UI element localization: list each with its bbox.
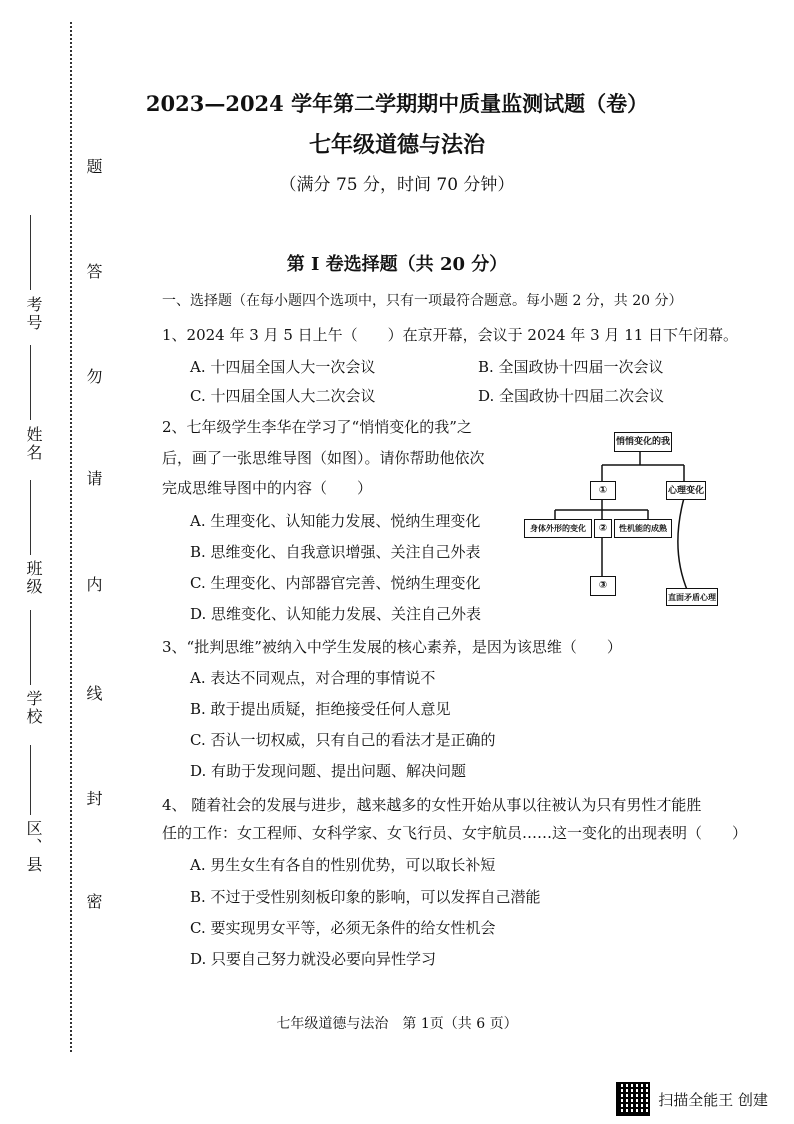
question-4-stem: 任的工作：女工程师、女科学家、女飞行员、女宇航员……这一变化的出现表明（ ） [162, 824, 748, 842]
exam-meta: （满分 75 分，时间 70 分钟） [279, 175, 515, 195]
margin-underline [30, 745, 31, 815]
mind-map-node-psych: 心理变化 [666, 481, 706, 500]
question-4-option-a: A. 男生女生有各自的性别优势，可以取长补短 [190, 856, 496, 874]
mind-map-node-3: ③ [590, 576, 616, 596]
mind-map-figure [520, 430, 720, 605]
exam-title: 2023—2024 学年第二学期期中质量监测试题（卷） [145, 91, 649, 116]
notice-char: 内 [84, 576, 103, 594]
mind-map-node-1: ① [590, 481, 616, 500]
question-4-option-d: D. 只要自己努力就没必要向异性学习 [190, 950, 437, 968]
question-4-stem: 4、 随着社会的发展与进步，越来越多的女性开始从事以往被认为只有男性才能胜 [162, 796, 702, 814]
margin-underline [30, 610, 31, 685]
question-3-option-c: C. 否认一切权威，只有自己的看法才是正确的 [190, 731, 496, 749]
question-1-option-b: B. 全国政协十四届一次会议 [478, 358, 664, 376]
section-instruction: 一、选择题（在每小题四个选项中，只有一项最符合题意。每小题 2 分，共 20 分） [162, 293, 683, 309]
margin-underline [30, 345, 31, 420]
mind-map-connectors [520, 430, 720, 605]
question-1-option-a: A. 十四届全国人大一次会议 [190, 358, 376, 376]
question-2-option-d: D. 思维变化、认知能力发展、关注自己外表 [190, 605, 482, 623]
question-1-option-d: D. 全国政协十四届二次会议 [478, 387, 665, 405]
question-2-option-c: C. 生理变化、内部器官完善、悦纳生理变化 [190, 574, 481, 592]
question-3-option-b: B. 敢于提出质疑，拒绝接受任何人意见 [190, 700, 451, 718]
question-3-option-d: D. 有助于发现问题、提出问题、解决问题 [190, 762, 467, 780]
scanner-watermark-text: 扫描全能王 创建 [658, 1090, 768, 1109]
notice-char: 请 [84, 470, 103, 488]
margin-label-xingming: 姓名 [24, 426, 43, 462]
margin-label-kaohao: 考号 [24, 296, 43, 332]
margin-label-banji: 班级 [24, 560, 43, 596]
page-footer: 七年级道德与法治 第 1页（共 6 页） [276, 1016, 518, 1032]
margin-underline [30, 480, 31, 555]
notice-char: 勿 [84, 368, 103, 386]
section-title: 第 I 卷选择题（共 20 分） [286, 254, 508, 275]
margin-label-xuexiao: 学校 [24, 690, 43, 726]
mind-map-node-conflict: 直面矛盾心理 [666, 588, 718, 606]
margin-label-quxian: 区、县 [24, 820, 43, 874]
question-2-option-a: A. 生理变化、认知能力发展、悦纳生理变化 [190, 512, 481, 530]
question-4-option-c: C. 要实现男女平等，必须无条件的给女性机会 [190, 919, 496, 937]
mind-map-node-2: ② [594, 519, 612, 538]
question-2-stem: 2、七年级学生李华在学习了“悄悄变化的我”之 [162, 418, 472, 436]
mind-map-root: 悄悄变化的我 [614, 432, 672, 452]
mind-map-node-sex: 性机能的成熟 [614, 519, 672, 538]
notice-char: 线 [84, 685, 103, 703]
qr-code-icon [616, 1082, 650, 1116]
exam-subject: 七年级道德与法治 [308, 132, 485, 158]
mind-map-node-body: 身体外形的变化 [524, 519, 592, 538]
question-4-option-b: B. 不过于受性别刻板印象的影响，可以发挥自己潜能 [190, 888, 541, 906]
notice-char: 答 [84, 263, 103, 281]
notice-char: 题 [84, 158, 103, 176]
question-3-stem: 3、“批判思维”被纳入中学生发展的核心素养，是因为该思维（ ） [162, 638, 622, 656]
notice-char: 封 [84, 790, 103, 808]
question-1-option-c: C. 十四届全国人大二次会议 [190, 387, 376, 405]
question-3-option-a: A. 表达不同观点，对合理的事情说不 [190, 669, 436, 687]
question-2-stem: 完成思维导图中的内容（ ） [162, 479, 373, 497]
question-2-option-b: B. 思维变化、自我意识增强、关注自己外表 [190, 543, 481, 561]
question-1-stem: 1、2024 年 3 月 5 日上午（ ）在京开幕，会议于 2024 年 3 月 11 日下午闭幕。 [162, 326, 739, 344]
scanner-watermark [616, 1082, 768, 1116]
notice-char: 密 [84, 893, 103, 911]
question-2-stem: 后，画了一张思维导图（如图）。请你帮助他依次 [162, 449, 485, 467]
